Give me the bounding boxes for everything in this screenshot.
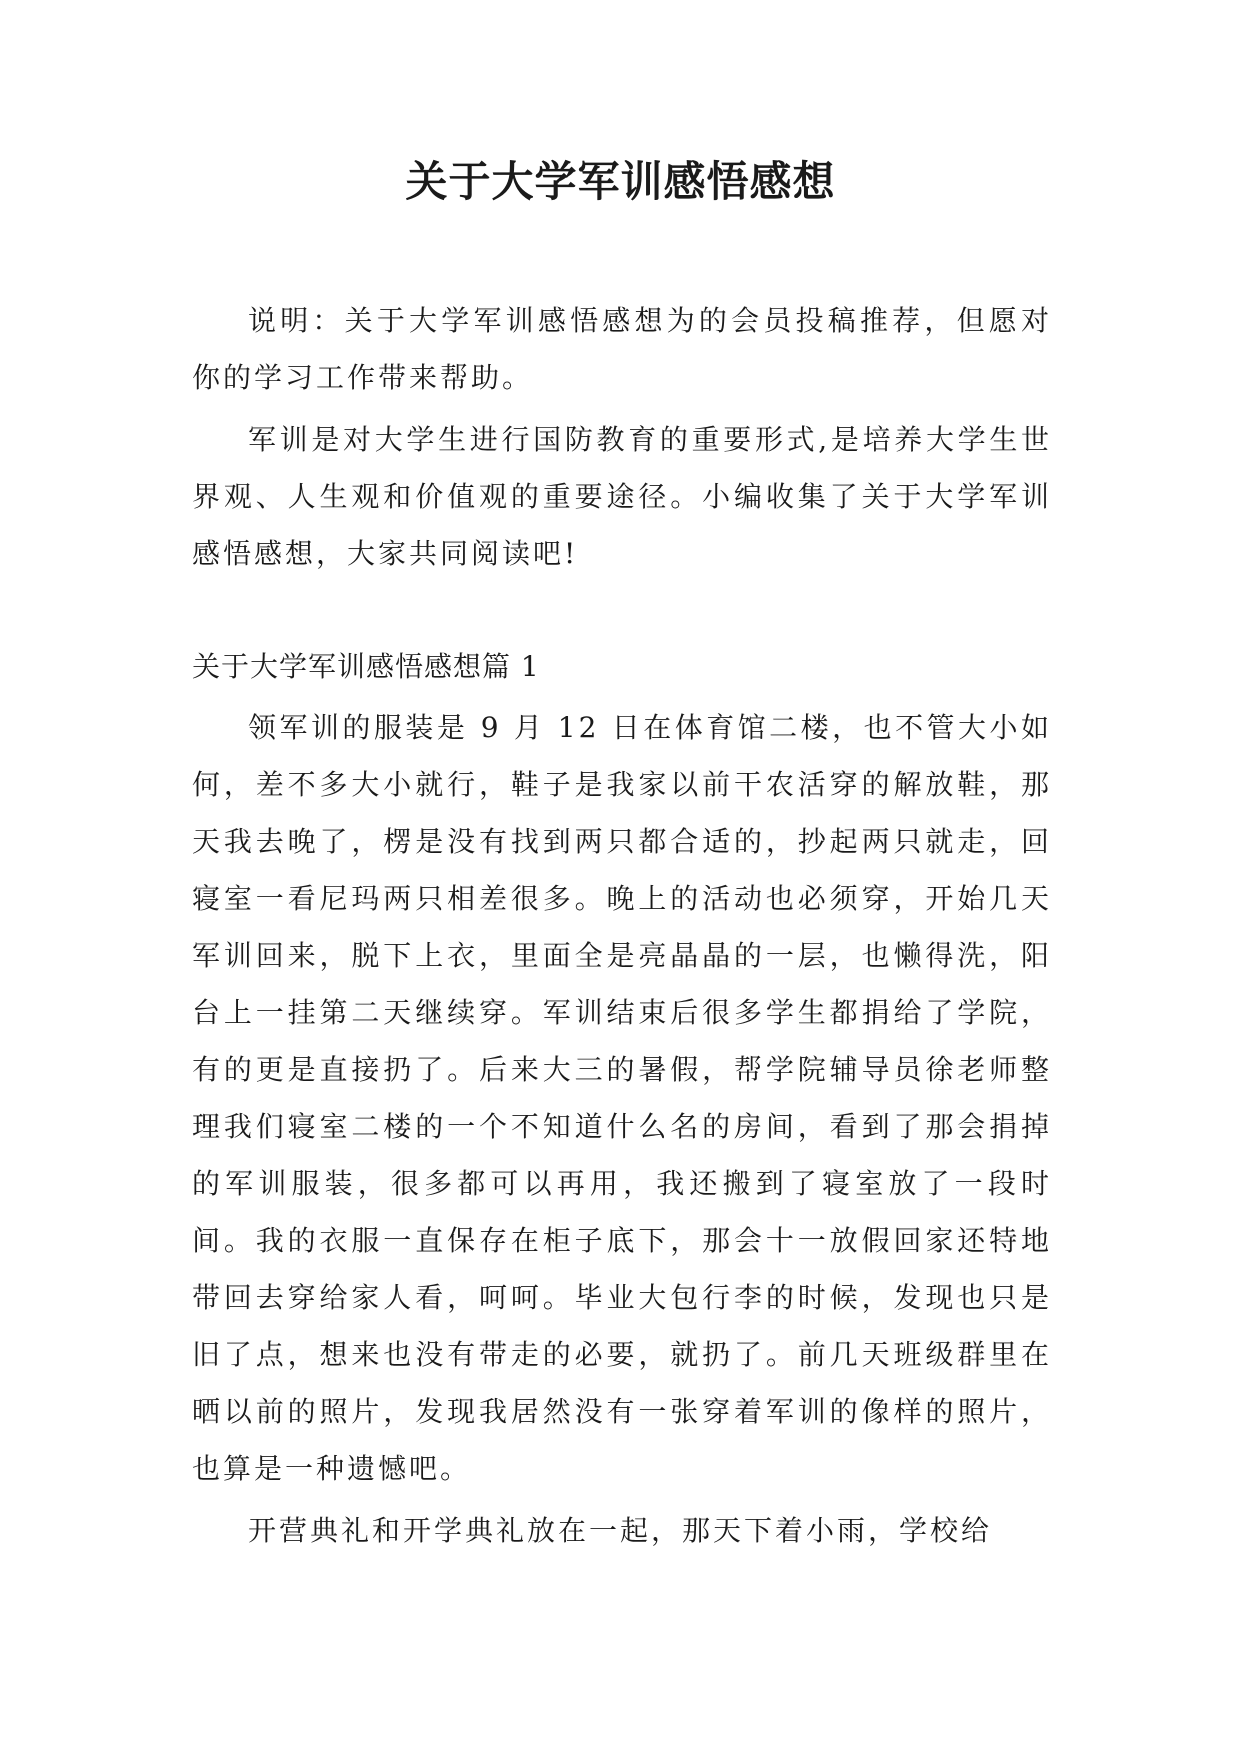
document-body [192,292,1052,1559]
section-heading: 关于大学军训感悟感想篇 1 [192,650,540,683]
document-title: 关于大学军训感悟感想 [405,157,836,206]
body-paragraph-2: 开营典礼和开学典礼放在一起，那天下着小雨，学校给 [248,1514,993,1547]
preface-paragraph: 军训是对大学生进行国防教育的重要形式,是培养大学生世界观、人生观和价值观的重要途径。小编收集了关于大学军训感悟感想，大家共同阅读吧! [192,423,1052,570]
intro-paragraph: 说明：关于大学军训感悟感想为的会员投稿推荐，但愿对你的学习工作带来帮助。 [192,304,1052,394]
body-paragraph-1: 领军训的服装是 9 月 12 日在体育馆二楼，也不管大小如何，差不多大小就行，鞋子是我家以前干农活穿的解放鞋，那天我去晚了，楞是没有找到两只都合适的，抄起两只就走，回寝室一看尼玛两只相差很多。晚上的活动也必须穿，开始几天军训回来，脱下上衣，里面全是亮晶晶的一层，也懒得洗，阳台上一挂第二天继续穿。军训结束后很多学生都捐给了学院，有的更是直接扔了。后来大三的暑假，帮学院辅导员徐老师整理我们寝室二楼的一个不知道什么名的房间，看到了那会捐掉的军训服装，很多都可以再用，我还搬到了寝室放了一段时间。我的衣服一直保存在柜子底下，那会十一放假回家还特地带回去穿给家人看，呵呵。毕业大包行李的时候，发现也只是旧了点，想来也没有带走的必要，就扔了。前几天班级群里在晒以前的照片，发现我居然没有一张穿着军训的像样的照片，也算是一种遗憾吧。 [192,711,1052,1485]
